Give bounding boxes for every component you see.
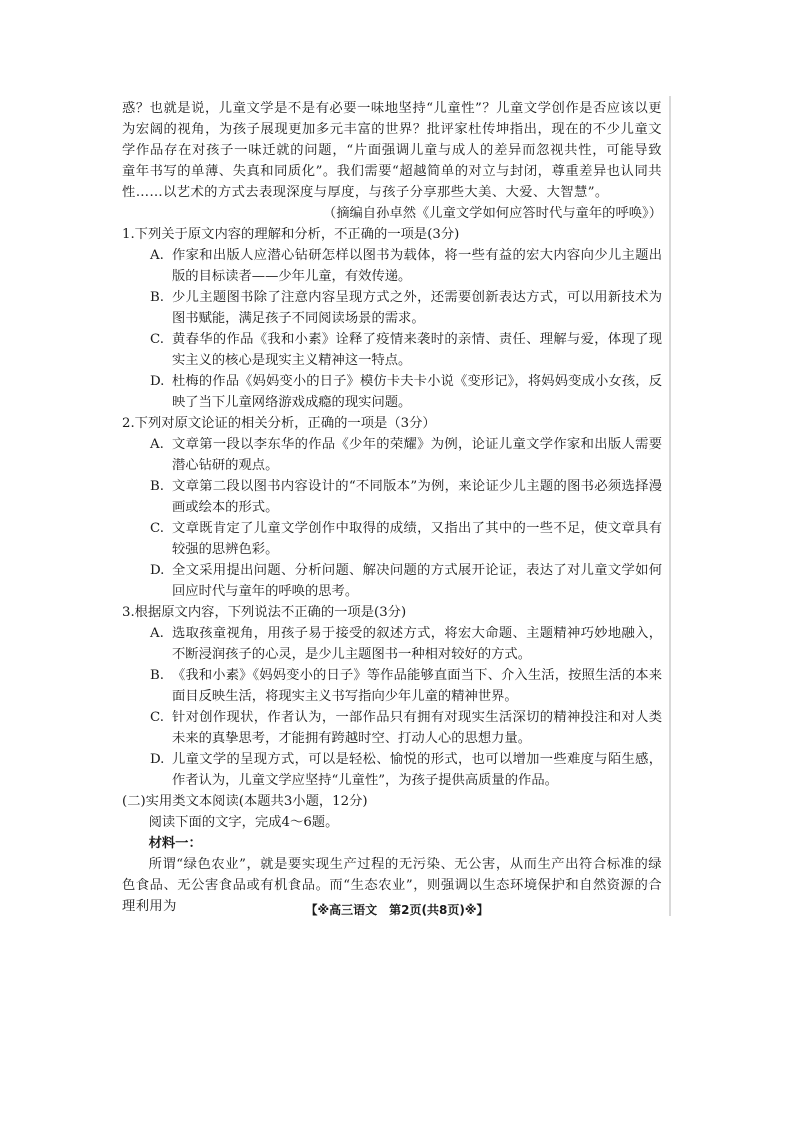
option-letter: C. <box>150 521 164 536</box>
option-text: 《我和小素》《妈妈变小的日子》等作品能够直面当下、介入生活，按照生活的本来面目反映生活，将现实主义书写指向少年儿童的精神世界。 <box>172 668 662 704</box>
option-d <box>122 371 662 413</box>
section-instruction: 阅读下面的文字，完成4～6题。 <box>148 815 339 830</box>
option-text: 文章第二段以图书内容设计的“不同版本”为例，来论证少儿主题的图书必须选择漫画或绘本的形式。 <box>172 479 662 515</box>
option-c <box>122 518 662 560</box>
option-a <box>122 245 662 287</box>
option-letter: B. <box>150 479 164 494</box>
option-b <box>122 665 662 707</box>
option-letter: B. <box>150 668 164 683</box>
option-text: 针对创作现状，作者认为，一部作品只有拥有对现实生活深切的精神投注和对人类未来的真挚思考，才能拥有跨越时空、打动人心的思想力量。 <box>172 710 662 746</box>
option-text: 选取孩童视角，用孩子易于接受的叙述方式，将宏大命题、主题精神巧妙地融入，不断浸润孩子的心灵，是少儿主题图书一种相对较好的方式。 <box>172 626 662 662</box>
passage-source: （摘编自孙卓然《儿童文学如何应答时代与童年的呼唤》） <box>322 206 662 221</box>
option-letter: C. <box>150 332 164 347</box>
exam-page <box>122 98 662 917</box>
option-text: 文章第一段以李东华的作品《少年的荣耀》为例，论证儿童文学作家和出版人需要潜心钻研的观点。 <box>172 437 662 473</box>
option-b <box>122 287 662 329</box>
option-c <box>122 329 662 371</box>
option-b <box>122 476 662 518</box>
question-stem: 3.根据原文内容，下列说法不正确的一项是(3分) <box>122 605 407 620</box>
material-text: 所谓“绿色农业”，就是要实现生产过程的无污染、无公害，从而生产出符合标准的绿色食品、无公害食品或有机食品。而“生态农业”，则强调以生态环境保护和自然资源的合理利用为 <box>122 857 662 914</box>
question-stem: 2.下列对原文论证的相关分析，正确的一项是（3分） <box>122 416 436 431</box>
option-text: 全文采用提出问题、分析问题、解决问题的方式展开论证，表达了对儿童文学如何回应时代与童年的呼唤的思考。 <box>172 563 662 599</box>
option-text: 黄春华的作品《我和小素》诠释了疫情来袭时的亲情、责任、理解与爱，体现了现实主义的核心是现实主义精神这一特点。 <box>172 332 662 368</box>
option-a <box>122 434 662 476</box>
option-text: 作家和出版人应潜心钻研怎样以图书为载体，将一些有益的宏大内容向少儿主题出版的目标读者——少年儿童，有效传递。 <box>172 248 662 284</box>
option-text: 儿童文学的呈现方式，可以是轻松、愉悦的形式，也可以增加一些难度与陌生感，作者认为，儿童文学应坚持“儿童性”，为孩子提供高质量的作品。 <box>172 752 662 788</box>
option-letter: A. <box>150 248 164 263</box>
option-c <box>122 707 662 749</box>
option-a <box>122 623 662 665</box>
option-d <box>122 749 662 791</box>
option-letter: B. <box>150 290 164 305</box>
question-1 <box>122 224 662 413</box>
option-letter: A. <box>150 437 164 452</box>
question-3 <box>122 602 662 791</box>
option-letter: D. <box>150 374 165 389</box>
option-letter: D. <box>150 563 165 578</box>
option-text: 杜梅的作品《妈妈变小的日子》模仿卡夫卡小说《变形记》，将妈妈变成小女孩，反映了当下儿童网络游戏成瘾的现实问题。 <box>172 374 662 410</box>
option-letter: C. <box>150 710 164 725</box>
option-letter: A. <box>150 626 164 641</box>
scan-edge-line <box>669 96 671 916</box>
option-d <box>122 560 662 602</box>
option-letter: D. <box>150 752 165 767</box>
option-text: 少儿主题图书除了注意内容呈现方式之外，还需要创新表达方式，可以用新技术为图书赋能，满足孩子不同阅读场景的需求。 <box>172 290 662 326</box>
passage-tail: 惑？也就是说，儿童文学是不是有必要一味地坚持“儿童性”？儿童文学创作是否应该以更为宏阔的视角，为孩子展现更加多元丰富的世界？批评家杜传坤指出，现在的不少儿童文学作品存在对孩子一味迁就的问题，“片面强调儿童与成人的差异而忽视共性，可能导致童年书写的单薄、失真和同质化”。我们需要“超越简单的对立与封闭，尊重差异也认同共性……以艺术的方式去表现深度与厚度，与孩子分享那些大美、大爱、大智慧”。 <box>122 101 662 200</box>
section-heading: (二)实用类文本阅读(本题共3小题，12分) <box>122 794 368 809</box>
question-stem: 1.下列关于原文内容的理解和分析，不正确的一项是(3分) <box>122 227 460 242</box>
material-label: 材料一： <box>148 836 202 851</box>
option-text: 文章既肯定了儿童文学创作中取得的成绩，又指出了其中的一些不足，使文章具有较强的思辨色彩。 <box>172 521 662 557</box>
question-2 <box>122 413 662 602</box>
page-footer: 【※高三语文 第2页(共8页)※】 <box>305 903 489 917</box>
